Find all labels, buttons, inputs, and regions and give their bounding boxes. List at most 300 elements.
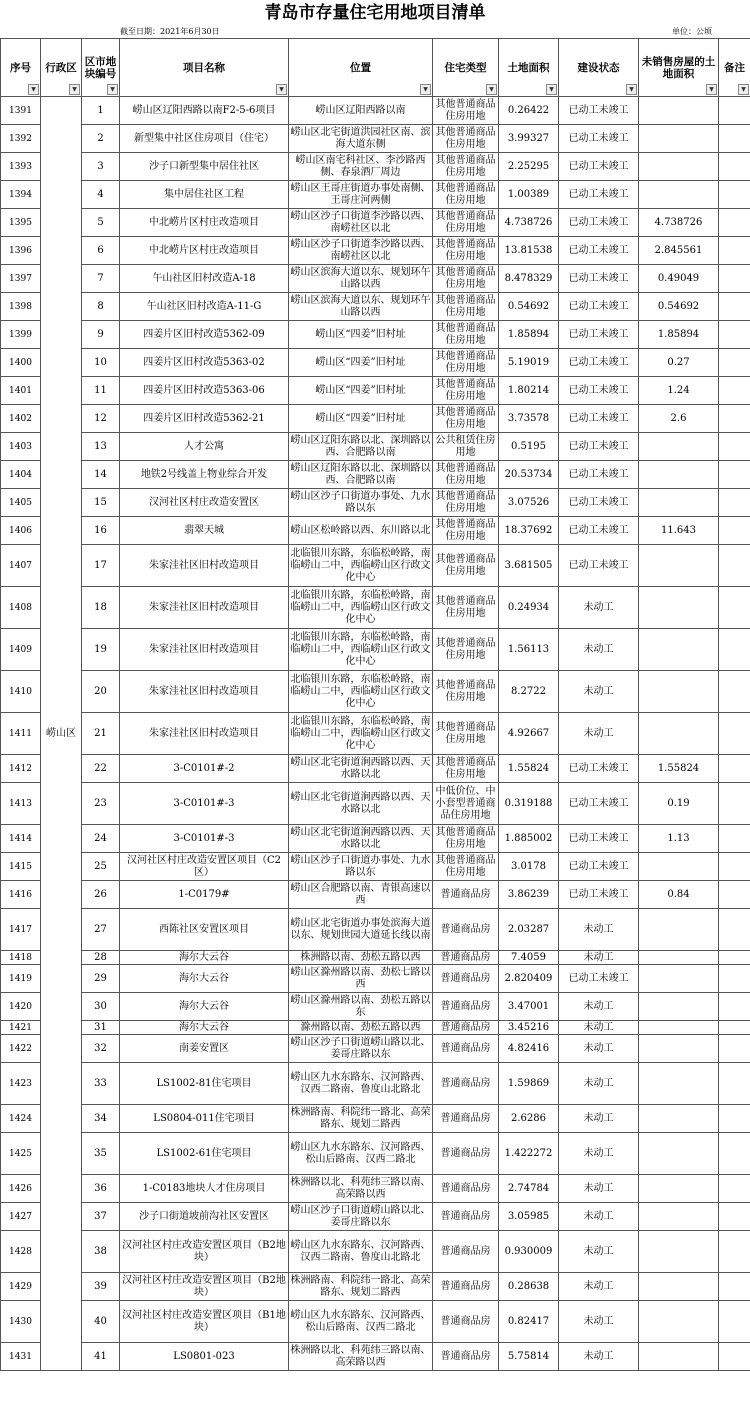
row-type[interactable]: 其他普通商品住房用地 <box>433 587 499 629</box>
row-seq[interactable]: 1427 <box>1 1203 41 1231</box>
row-name[interactable]: 1-C0179# <box>120 881 289 909</box>
row-remark[interactable] <box>719 153 750 181</box>
row-seq[interactable]: 1414 <box>1 825 41 853</box>
row-name[interactable]: 地铁2号线盖上物业综合开发 <box>120 461 289 489</box>
row-location[interactable]: 崂山区沙子口街道办事处、九水路以东 <box>289 853 433 881</box>
row-seq[interactable]: 1406 <box>1 517 41 545</box>
row-unsold[interactable]: 2.6 <box>639 405 719 433</box>
row-name[interactable]: 朱家洼社区旧村改造项目 <box>120 545 289 587</box>
row-location[interactable]: 崂山区北宅街道涧西路以西、天水路以北 <box>289 783 433 825</box>
row-remark[interactable] <box>719 97 750 125</box>
row-block[interactable]: 6 <box>82 237 120 265</box>
row-status[interactable]: 未动工 <box>559 1343 639 1371</box>
row-seq[interactable]: 1401 <box>1 377 41 405</box>
row-location[interactable]: 崂山区北宅街道洪园社区南、滨海大道东侧 <box>289 125 433 153</box>
row-remark[interactable] <box>719 965 750 993</box>
row-block[interactable]: 19 <box>82 629 120 671</box>
header-seq[interactable]: 序号 ▼ <box>1 39 41 97</box>
row-seq[interactable]: 1408 <box>1 587 41 629</box>
row-unsold[interactable]: 1.85894 <box>639 321 719 349</box>
row-name[interactable]: 海尔大云谷 <box>120 951 289 965</box>
row-status[interactable]: 已动工未竣工 <box>559 853 639 881</box>
row-block[interactable]: 41 <box>82 1343 120 1371</box>
row-remark[interactable] <box>719 1175 750 1203</box>
row-seq[interactable]: 1429 <box>1 1273 41 1301</box>
row-seq[interactable]: 1425 <box>1 1133 41 1175</box>
row-type[interactable]: 其他普通商品住房用地 <box>433 713 499 755</box>
filter-dropdown-icon[interactable]: ▼ <box>420 84 431 95</box>
row-seq[interactable]: 1413 <box>1 783 41 825</box>
row-seq[interactable]: 1404 <box>1 461 41 489</box>
row-block[interactable]: 25 <box>82 853 120 881</box>
row-area[interactable]: 3.73578 <box>499 405 559 433</box>
row-status[interactable]: 已动工未竣工 <box>559 433 639 461</box>
row-name[interactable]: 四姜片区旧村改造5363-02 <box>120 349 289 377</box>
row-block[interactable]: 8 <box>82 293 120 321</box>
row-area[interactable]: 4.738726 <box>499 209 559 237</box>
row-name[interactable]: 朱家洼社区旧村改造项目 <box>120 671 289 713</box>
row-status[interactable]: 未动工 <box>559 993 639 1021</box>
row-seq[interactable]: 1423 <box>1 1063 41 1105</box>
row-location[interactable]: 北临银川东路，东临松岭路，南临崂山二中，西临崂山区行政文化中心 <box>289 671 433 713</box>
row-remark[interactable] <box>719 433 750 461</box>
row-seq[interactable]: 1431 <box>1 1343 41 1371</box>
row-unsold[interactable] <box>639 1231 719 1273</box>
row-unsold[interactable] <box>639 125 719 153</box>
row-block[interactable]: 18 <box>82 587 120 629</box>
row-area[interactable]: 3.0178 <box>499 853 559 881</box>
row-seq[interactable]: 1415 <box>1 853 41 881</box>
row-seq[interactable]: 1409 <box>1 629 41 671</box>
row-remark[interactable] <box>719 853 750 881</box>
header-remark[interactable]: 备注 ▼ <box>719 39 750 97</box>
row-area[interactable]: 1.56113 <box>499 629 559 671</box>
row-seq[interactable]: 1402 <box>1 405 41 433</box>
row-status[interactable]: 已动工未竣工 <box>559 783 639 825</box>
row-location[interactable]: 北临银川东路，东临松岭路，南临崂山二中，西临崂山区行政文化中心 <box>289 629 433 671</box>
row-remark[interactable] <box>719 881 750 909</box>
row-name[interactable]: 汉河社区村庄改造安置区项目（B2地块） <box>120 1231 289 1273</box>
row-type[interactable]: 普通商品房 <box>433 1203 499 1231</box>
header-name[interactable]: 项目名称 ▼ <box>120 39 289 97</box>
row-seq[interactable]: 1397 <box>1 265 41 293</box>
row-remark[interactable] <box>719 545 750 587</box>
row-type[interactable]: 普通商品房 <box>433 1063 499 1105</box>
row-unsold[interactable] <box>639 671 719 713</box>
row-status[interactable]: 未动工 <box>559 909 639 951</box>
row-unsold[interactable]: 11.643 <box>639 517 719 545</box>
row-area[interactable]: 0.930009 <box>499 1231 559 1273</box>
row-area[interactable]: 1.55824 <box>499 755 559 783</box>
row-name[interactable]: 朱家洼社区旧村改造项目 <box>120 587 289 629</box>
row-name[interactable]: 3-C0101#-3 <box>120 825 289 853</box>
row-area[interactable]: 0.28638 <box>499 1273 559 1301</box>
row-location[interactable]: 崂山区“四姜”旧村址 <box>289 349 433 377</box>
row-seq[interactable]: 1410 <box>1 671 41 713</box>
row-type[interactable]: 普通商品房 <box>433 951 499 965</box>
row-remark[interactable] <box>719 209 750 237</box>
filter-dropdown-icon[interactable]: ▼ <box>486 84 497 95</box>
row-remark[interactable] <box>719 1231 750 1273</box>
row-seq[interactable]: 1428 <box>1 1231 41 1273</box>
row-location[interactable]: 崂山区辽阳东路以北、深圳路以西、合肥路以南 <box>289 461 433 489</box>
row-name[interactable]: 翡翠天城 <box>120 517 289 545</box>
row-remark[interactable] <box>719 489 750 517</box>
row-type[interactable]: 其他普通商品住房用地 <box>433 209 499 237</box>
row-name[interactable]: 3-C0101#-3 <box>120 783 289 825</box>
row-name[interactable]: 四姜片区旧村改造5363-06 <box>120 377 289 405</box>
district-cell[interactable]: 崂山区 <box>41 97 82 1371</box>
row-block[interactable]: 13 <box>82 433 120 461</box>
row-remark[interactable] <box>719 951 750 965</box>
row-block[interactable]: 17 <box>82 545 120 587</box>
row-status[interactable]: 未动工 <box>559 1035 639 1063</box>
row-block[interactable]: 37 <box>82 1203 120 1231</box>
row-location[interactable]: 崂山区滁州路以南、劲松五路以东 <box>289 993 433 1021</box>
row-unsold[interactable] <box>639 489 719 517</box>
row-area[interactable]: 2.820409 <box>499 965 559 993</box>
row-seq[interactable]: 1411 <box>1 713 41 755</box>
row-block[interactable]: 23 <box>82 783 120 825</box>
row-seq[interactable]: 1430 <box>1 1301 41 1343</box>
row-block[interactable]: 15 <box>82 489 120 517</box>
row-name[interactable]: LS0804-011住宅项目 <box>120 1105 289 1133</box>
row-block[interactable]: 1 <box>82 97 120 125</box>
row-area[interactable]: 2.74784 <box>499 1175 559 1203</box>
row-unsold[interactable]: 1.55824 <box>639 755 719 783</box>
row-seq[interactable]: 1393 <box>1 153 41 181</box>
row-block[interactable]: 20 <box>82 671 120 713</box>
row-status[interactable]: 未动工 <box>559 629 639 671</box>
row-block[interactable]: 12 <box>82 405 120 433</box>
row-name[interactable]: 朱家洼社区旧村改造项目 <box>120 713 289 755</box>
row-block[interactable]: 3 <box>82 153 120 181</box>
row-location[interactable]: 崂山区“四姜”旧村址 <box>289 405 433 433</box>
header-status[interactable]: 建设状态 ▼ <box>559 39 639 97</box>
row-name[interactable]: 西陈社区安置区项目 <box>120 909 289 951</box>
row-location[interactable]: 崂山区辽阳东路以北、深圳路以西、合肥路以南 <box>289 433 433 461</box>
row-name[interactable]: LS1002-81住宅项目 <box>120 1063 289 1105</box>
row-status[interactable]: 未动工 <box>559 587 639 629</box>
header-unsold[interactable]: 未销售房屋的土地面积 ▼ <box>639 39 719 97</box>
row-name[interactable]: 海尔大云谷 <box>120 1021 289 1035</box>
row-remark[interactable] <box>719 1343 750 1371</box>
row-area[interactable]: 18.37692 <box>499 517 559 545</box>
row-remark[interactable] <box>719 125 750 153</box>
row-name[interactable]: 集中居住社区工程 <box>120 181 289 209</box>
row-block[interactable]: 39 <box>82 1273 120 1301</box>
row-location[interactable]: 崂山区九水东路东、汉河路西、松山后路南、汉西二路北 <box>289 1301 433 1343</box>
row-type[interactable]: 其他普通商品住房用地 <box>433 671 499 713</box>
filter-dropdown-icon[interactable]: ▼ <box>276 84 287 95</box>
row-area[interactable]: 7.4059 <box>499 951 559 965</box>
row-seq[interactable]: 1417 <box>1 909 41 951</box>
row-area[interactable]: 8.478329 <box>499 265 559 293</box>
row-name[interactable]: 汉河社区村庄改造安置区项目（B1地块） <box>120 1301 289 1343</box>
row-remark[interactable] <box>719 1021 750 1035</box>
row-location[interactable]: 株洲路以南、劲松五路以西 <box>289 951 433 965</box>
row-remark[interactable] <box>719 405 750 433</box>
row-name[interactable]: 中北崂片区村庄改造项目 <box>120 209 289 237</box>
row-status[interactable]: 已动工未竣工 <box>559 825 639 853</box>
row-status[interactable]: 已动工未竣工 <box>559 125 639 153</box>
row-block[interactable]: 32 <box>82 1035 120 1063</box>
row-remark[interactable] <box>719 321 750 349</box>
row-type[interactable]: 普通商品房 <box>433 1273 499 1301</box>
row-location[interactable]: 北临银川东路，东临松岭路，南临崂山二中，西临崂山区行政文化中心 <box>289 713 433 755</box>
filter-dropdown-icon[interactable]: ▼ <box>69 84 80 95</box>
row-block[interactable]: 26 <box>82 881 120 909</box>
row-area[interactable]: 4.92667 <box>499 713 559 755</box>
row-status[interactable]: 未动工 <box>559 951 639 965</box>
row-remark[interactable] <box>719 993 750 1021</box>
row-location[interactable]: 崂山区辽阳西路以南 <box>289 97 433 125</box>
row-type[interactable]: 其他普通商品住房用地 <box>433 825 499 853</box>
row-seq[interactable]: 1407 <box>1 545 41 587</box>
row-type[interactable]: 普通商品房 <box>433 881 499 909</box>
row-area[interactable]: 8.2722 <box>499 671 559 713</box>
row-name[interactable]: 南姜安置区 <box>120 1035 289 1063</box>
row-location[interactable]: 崂山区“四姜”旧村址 <box>289 377 433 405</box>
row-type[interactable]: 普通商品房 <box>433 1035 499 1063</box>
row-area[interactable]: 3.86239 <box>499 881 559 909</box>
row-area[interactable]: 4.82416 <box>499 1035 559 1063</box>
row-area[interactable]: 5.75814 <box>499 1343 559 1371</box>
row-status[interactable]: 已动工未竣工 <box>559 293 639 321</box>
row-type[interactable]: 中低价位、中小套型普通商品住房用地 <box>433 783 499 825</box>
row-unsold[interactable] <box>639 1301 719 1343</box>
row-location[interactable]: 崂山区九水东路东、汉河路西、汉西二路南、鲁度山北路北 <box>289 1063 433 1105</box>
row-area[interactable]: 0.54692 <box>499 293 559 321</box>
row-seq[interactable]: 1392 <box>1 125 41 153</box>
row-area[interactable]: 20.53734 <box>499 461 559 489</box>
row-name[interactable]: 人才公寓 <box>120 433 289 461</box>
row-status[interactable]: 已动工未竣工 <box>559 489 639 517</box>
row-status[interactable]: 未动工 <box>559 1231 639 1273</box>
row-type[interactable]: 公共租赁住房用地 <box>433 433 499 461</box>
row-unsold[interactable] <box>639 1133 719 1175</box>
header-location[interactable]: 位置 ▼ <box>289 39 433 97</box>
row-remark[interactable] <box>719 587 750 629</box>
row-unsold[interactable]: 2.845561 <box>639 237 719 265</box>
row-status[interactable]: 未动工 <box>559 1301 639 1343</box>
row-location[interactable]: 株洲路以北、科苑纬三路以南、高荣路以西 <box>289 1175 433 1203</box>
row-unsold[interactable] <box>639 587 719 629</box>
row-type[interactable]: 普通商品房 <box>433 1175 499 1203</box>
header-area[interactable]: 土地面积 ▼ <box>499 39 559 97</box>
row-block[interactable]: 27 <box>82 909 120 951</box>
row-type[interactable]: 其他普通商品住房用地 <box>433 545 499 587</box>
row-unsold[interactable] <box>639 1063 719 1105</box>
row-location[interactable]: 崂山区合肥路以南、青银高速以西 <box>289 881 433 909</box>
header-type[interactable]: 住宅类型 ▼ <box>433 39 499 97</box>
row-location[interactable]: 北临银川东路，东临松岭路，南临崂山二中，西临崂山区行政文化中心 <box>289 587 433 629</box>
row-area[interactable]: 0.24934 <box>499 587 559 629</box>
row-location[interactable]: 崂山区“四姜”旧村址 <box>289 321 433 349</box>
row-status[interactable]: 已动工未竣工 <box>559 517 639 545</box>
row-remark[interactable] <box>719 713 750 755</box>
row-name[interactable]: 午山社区旧村改造A-18 <box>120 265 289 293</box>
row-type[interactable]: 其他普通商品住房用地 <box>433 153 499 181</box>
row-type[interactable]: 其他普通商品住房用地 <box>433 755 499 783</box>
row-area[interactable]: 5.19019 <box>499 349 559 377</box>
header-district[interactable]: 行政区 ▼ <box>41 39 82 97</box>
row-status[interactable]: 已动工未竣工 <box>559 321 639 349</box>
row-type[interactable]: 其他普通商品住房用地 <box>433 489 499 517</box>
row-location[interactable]: 崂山区王哥庄街道办事处南侧、王哥庄河两侧 <box>289 181 433 209</box>
row-type[interactable]: 普通商品房 <box>433 1231 499 1273</box>
row-status[interactable]: 未动工 <box>559 1063 639 1105</box>
row-status[interactable]: 未动工 <box>559 1175 639 1203</box>
row-remark[interactable] <box>719 1133 750 1175</box>
row-block[interactable]: 10 <box>82 349 120 377</box>
row-unsold[interactable]: 0.84 <box>639 881 719 909</box>
row-seq[interactable]: 1391 <box>1 97 41 125</box>
row-location[interactable]: 崂山区滨海大道以东、规划环午山路以西 <box>289 293 433 321</box>
row-location[interactable]: 株洲路以北、科苑纬三路以南、高荣路以西 <box>289 1343 433 1371</box>
row-block[interactable]: 16 <box>82 517 120 545</box>
row-remark[interactable] <box>719 755 750 783</box>
row-unsold[interactable] <box>639 1175 719 1203</box>
row-location[interactable]: 崂山区九水东路东、汉河路西、汉西二路南、鲁度山北路北 <box>289 1231 433 1273</box>
row-location[interactable]: 崂山区沙子口街道崂山路以北、姜哥庄路以东 <box>289 1035 433 1063</box>
row-type[interactable]: 其他普通商品住房用地 <box>433 517 499 545</box>
row-unsold[interactable] <box>639 629 719 671</box>
row-remark[interactable] <box>719 783 750 825</box>
row-type[interactable]: 其他普通商品住房用地 <box>433 293 499 321</box>
row-seq[interactable]: 1399 <box>1 321 41 349</box>
row-block[interactable]: 24 <box>82 825 120 853</box>
row-unsold[interactable]: 0.27 <box>639 349 719 377</box>
filter-dropdown-icon[interactable]: ▼ <box>626 84 637 95</box>
row-unsold[interactable]: 1.24 <box>639 377 719 405</box>
row-block[interactable]: 22 <box>82 755 120 783</box>
row-location[interactable]: 崂山区北宅街道涧西路以西、天水路以北 <box>289 825 433 853</box>
row-unsold[interactable] <box>639 1035 719 1063</box>
row-type[interactable]: 其他普通商品住房用地 <box>433 237 499 265</box>
row-unsold[interactable]: 1.13 <box>639 825 719 853</box>
row-remark[interactable] <box>719 909 750 951</box>
row-seq[interactable]: 1398 <box>1 293 41 321</box>
row-remark[interactable] <box>719 1273 750 1301</box>
row-type[interactable]: 其他普通商品住房用地 <box>433 97 499 125</box>
row-seq[interactable]: 1394 <box>1 181 41 209</box>
row-name[interactable]: 汉河社区村庄改造安置区项目（B2地块） <box>120 1273 289 1301</box>
row-name[interactable]: 午山社区旧村改造A-11-G <box>120 293 289 321</box>
row-remark[interactable] <box>719 671 750 713</box>
row-remark[interactable] <box>719 349 750 377</box>
row-block[interactable]: 36 <box>82 1175 120 1203</box>
row-unsold[interactable] <box>639 713 719 755</box>
row-name[interactable]: 中北崂片区村庄改造项目 <box>120 237 289 265</box>
row-block[interactable]: 14 <box>82 461 120 489</box>
row-location[interactable]: 崂山区九水东路东、汉河路西、松山后路南、汉西二路北 <box>289 1133 433 1175</box>
row-unsold[interactable] <box>639 181 719 209</box>
row-seq[interactable]: 1418 <box>1 951 41 965</box>
row-location[interactable]: 崂山区滨海大道以东、规划环午山路以西 <box>289 265 433 293</box>
row-location[interactable]: 滁州路以南、劲松五路以西 <box>289 1021 433 1035</box>
row-status[interactable]: 已动工未竣工 <box>559 153 639 181</box>
row-status[interactable]: 已动工未竣工 <box>559 349 639 377</box>
row-block[interactable]: 7 <box>82 265 120 293</box>
filter-dropdown-icon[interactable]: ▼ <box>107 84 118 95</box>
row-name[interactable]: 1-C0183地块人才住房项目 <box>120 1175 289 1203</box>
row-area[interactable]: 2.03287 <box>499 909 559 951</box>
row-status[interactable]: 未动工 <box>559 671 639 713</box>
row-unsold[interactable] <box>639 853 719 881</box>
row-area[interactable]: 3.47001 <box>499 993 559 1021</box>
row-unsold[interactable]: 0.49049 <box>639 265 719 293</box>
row-unsold[interactable] <box>639 1105 719 1133</box>
row-location[interactable]: 北临银川东路，东临松岭路，南临崂山二中，西临崂山区行政文化中心 <box>289 545 433 587</box>
row-location[interactable]: 株洲路南、科院纬一路北、高荣路东、规划二路西 <box>289 1273 433 1301</box>
row-block[interactable]: 4 <box>82 181 120 209</box>
row-block[interactable]: 31 <box>82 1021 120 1035</box>
row-area[interactable]: 1.885002 <box>499 825 559 853</box>
row-block[interactable]: 11 <box>82 377 120 405</box>
row-area[interactable]: 0.26422 <box>499 97 559 125</box>
row-type[interactable]: 其他普通商品住房用地 <box>433 265 499 293</box>
row-block[interactable]: 21 <box>82 713 120 755</box>
row-status[interactable]: 已动工未竣工 <box>559 881 639 909</box>
row-location[interactable]: 崂山区北宅街道办事处滨海大道以东、规划世园大道延长线以南 <box>289 909 433 951</box>
row-status[interactable]: 已动工未竣工 <box>559 209 639 237</box>
row-remark[interactable] <box>719 293 750 321</box>
row-area[interactable]: 0.319188 <box>499 783 559 825</box>
row-unsold[interactable] <box>639 545 719 587</box>
row-name[interactable]: LS0801-023 <box>120 1343 289 1371</box>
row-remark[interactable] <box>719 825 750 853</box>
row-type[interactable]: 普通商品房 <box>433 993 499 1021</box>
row-unsold[interactable]: 4.738726 <box>639 209 719 237</box>
row-status[interactable]: 已动工未竣工 <box>559 265 639 293</box>
row-block[interactable]: 38 <box>82 1231 120 1273</box>
row-name[interactable]: 海尔大云谷 <box>120 993 289 1021</box>
row-status[interactable]: 未动工 <box>559 1105 639 1133</box>
row-type[interactable]: 其他普通商品住房用地 <box>433 125 499 153</box>
row-area[interactable]: 2.25295 <box>499 153 559 181</box>
row-type[interactable]: 普通商品房 <box>433 965 499 993</box>
row-remark[interactable] <box>719 1105 750 1133</box>
row-name[interactable]: 沙子口新型集中居住社区 <box>120 153 289 181</box>
row-seq[interactable]: 1424 <box>1 1105 41 1133</box>
row-remark[interactable] <box>719 1063 750 1105</box>
row-status[interactable]: 已动工未竣工 <box>559 545 639 587</box>
row-area[interactable]: 1.80214 <box>499 377 559 405</box>
row-name[interactable]: 四姜片区旧村改造5362-21 <box>120 405 289 433</box>
row-name[interactable]: 四姜片区旧村改造5362-09 <box>120 321 289 349</box>
row-name[interactable]: 汉河社区村庄改造安置区 <box>120 489 289 517</box>
row-name[interactable]: 3-C0101#-2 <box>120 755 289 783</box>
row-unsold[interactable] <box>639 965 719 993</box>
row-unsold[interactable]: 0.54692 <box>639 293 719 321</box>
row-type[interactable]: 其他普通商品住房用地 <box>433 321 499 349</box>
row-unsold[interactable] <box>639 993 719 1021</box>
filter-dropdown-icon[interactable]: ▼ <box>28 84 39 95</box>
row-type[interactable]: 其他普通商品住房用地 <box>433 853 499 881</box>
row-type[interactable]: 普通商品房 <box>433 1343 499 1371</box>
row-remark[interactable] <box>719 265 750 293</box>
row-unsold[interactable] <box>639 1273 719 1301</box>
row-unsold[interactable] <box>639 433 719 461</box>
filter-dropdown-icon[interactable]: ▼ <box>546 84 557 95</box>
row-seq[interactable]: 1421 <box>1 1021 41 1035</box>
row-seq[interactable]: 1426 <box>1 1175 41 1203</box>
row-location[interactable]: 崂山区沙子口街道崂山路以北、姜哥庄路以东 <box>289 1203 433 1231</box>
row-remark[interactable] <box>719 461 750 489</box>
row-block[interactable]: 35 <box>82 1133 120 1175</box>
row-seq[interactable]: 1400 <box>1 349 41 377</box>
